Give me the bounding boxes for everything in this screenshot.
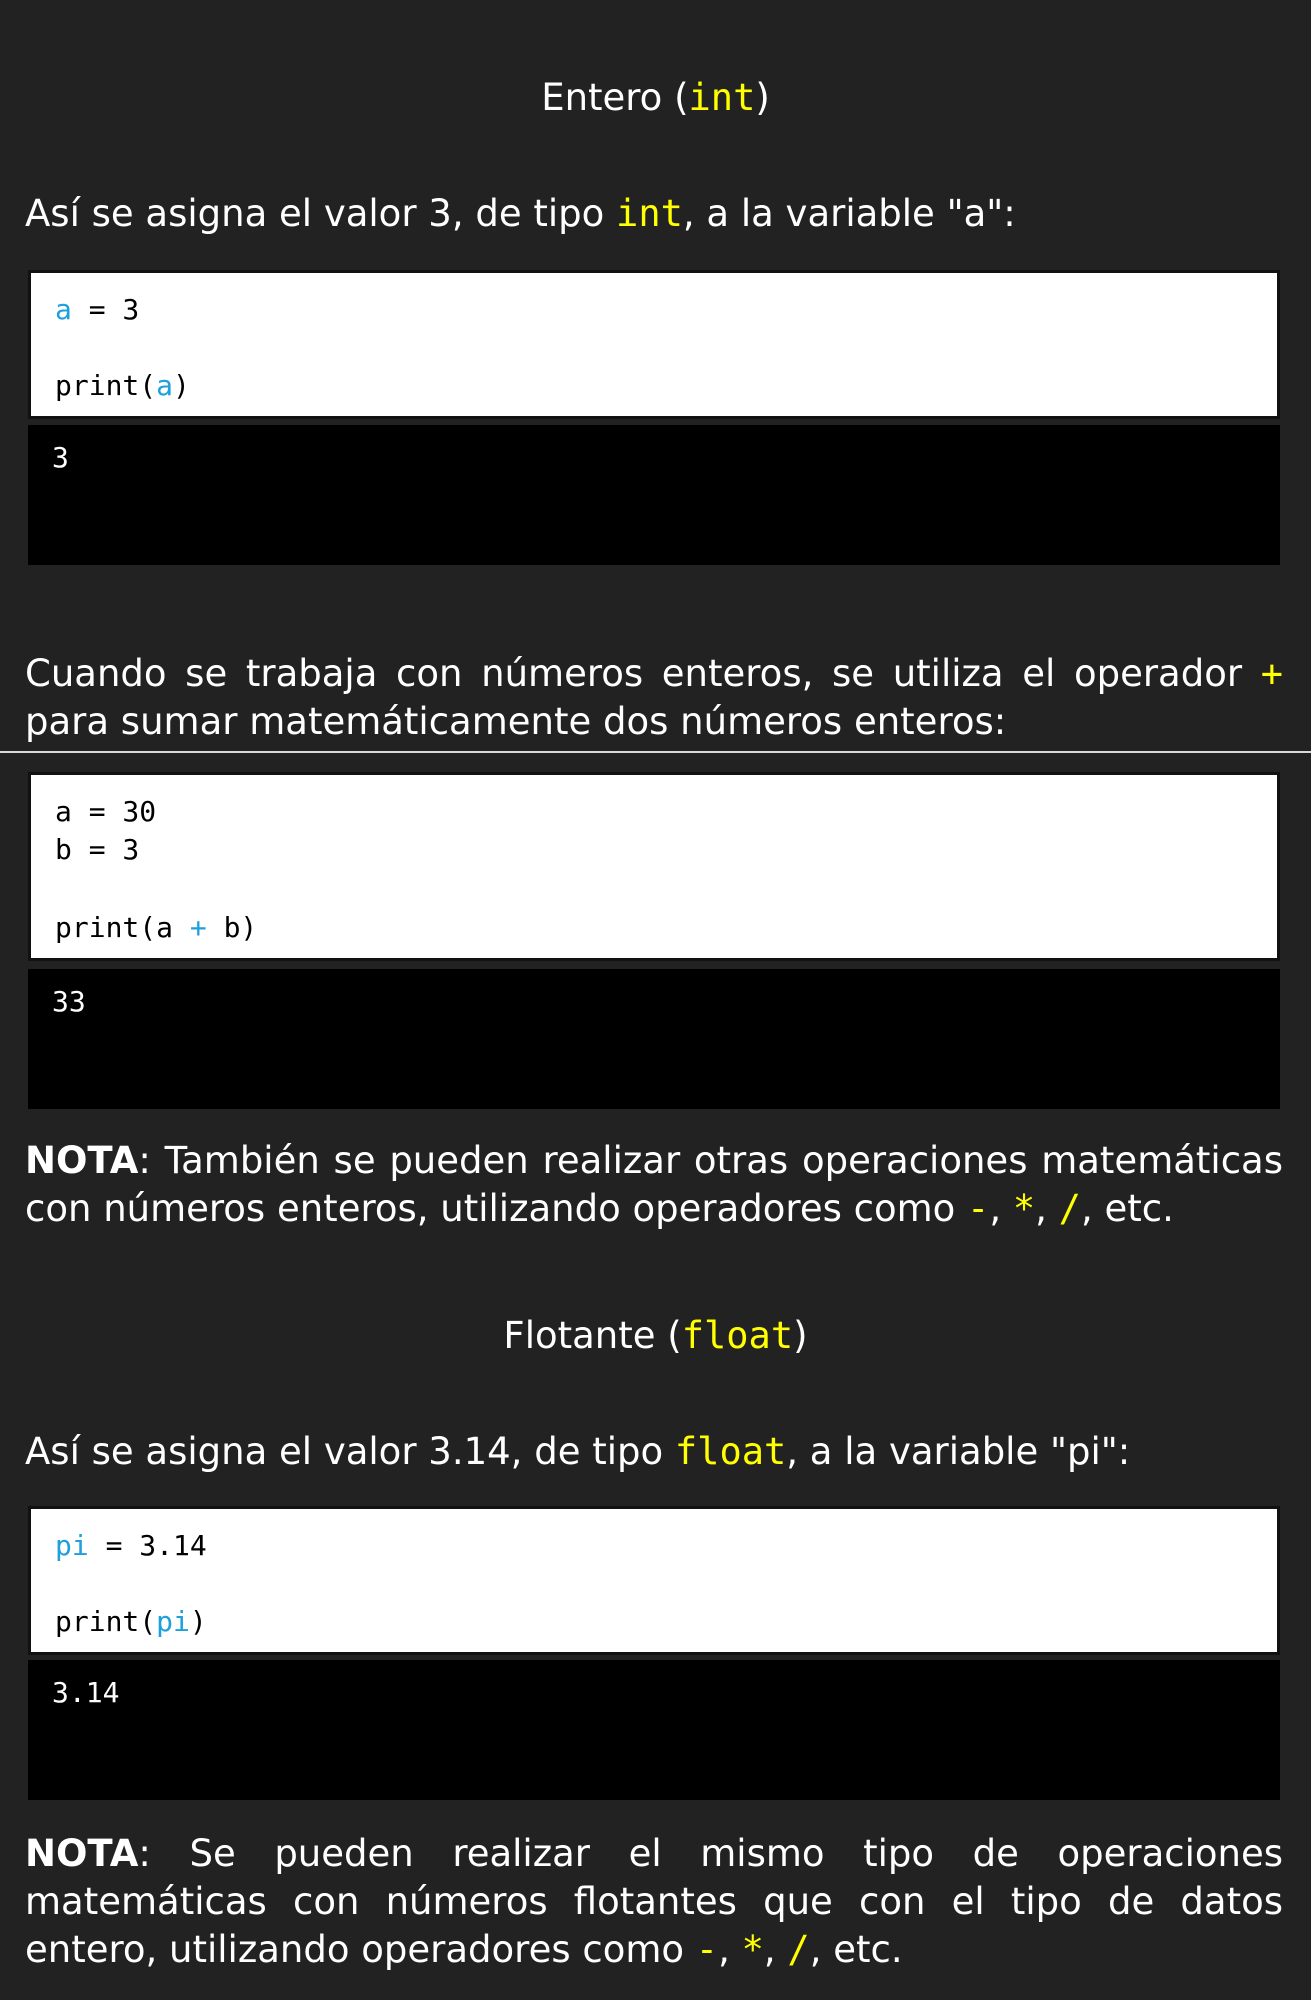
code-variable: a bbox=[156, 369, 174, 402]
code-line bbox=[55, 367, 190, 405]
float-heading bbox=[0, 1314, 1311, 1358]
note-label: NOTA bbox=[25, 1139, 139, 1182]
float-heading-text: Flotante ( bbox=[503, 1314, 682, 1357]
int-intro-text: Así se asigna el valor 3, de tipo bbox=[25, 192, 617, 235]
code-text: ) bbox=[189, 1605, 207, 1638]
int-sum-operator: + bbox=[1260, 652, 1283, 695]
code-line: a = 30 bbox=[55, 795, 157, 828]
note-text: : Se pueden realizar el mismo tipo de operaciones matemáticas con números flotantes que con el tipo de datos entero, utilizando operadores como bbox=[25, 1832, 1283, 1971]
note-sep: , bbox=[718, 1928, 742, 1971]
operator-multiply: * bbox=[741, 1928, 764, 1971]
code-variable: pi bbox=[156, 1605, 190, 1638]
output-text: 3.14 bbox=[52, 1676, 120, 1709]
float-intro-text: Así se asigna el valor 3.14, de tipo bbox=[25, 1430, 675, 1473]
int-heading-close: ) bbox=[755, 76, 770, 119]
int-heading bbox=[0, 76, 1311, 120]
int-heading-code: int bbox=[688, 76, 756, 119]
code-line bbox=[55, 1527, 207, 1565]
code-text: ) bbox=[173, 369, 190, 402]
int-sum-tail: para sumar matemáticamente dos números enteros: bbox=[25, 700, 1007, 743]
int-note bbox=[25, 1137, 1283, 1233]
operator-divide: / bbox=[787, 1928, 810, 1971]
code-text: = 3.14 bbox=[88, 1529, 207, 1562]
float-intro-tail: , a la variable "pi": bbox=[786, 1430, 1131, 1473]
code-text: b) bbox=[206, 911, 258, 944]
note-sep: , bbox=[1035, 1187, 1059, 1230]
code-line bbox=[55, 1603, 207, 1641]
output-text: 3 bbox=[52, 441, 69, 474]
int-sum-text: Cuando se trabaja con números enteros, se utiliza el operador bbox=[25, 652, 1261, 695]
operator-minus: - bbox=[967, 1187, 990, 1230]
operator-multiply: * bbox=[1012, 1187, 1036, 1230]
note-text: : También se pueden realizar otras operaciones matemáticas con números enteros, utilizando operadores como bbox=[25, 1139, 1283, 1230]
code-text: print( bbox=[55, 1605, 157, 1638]
float-heading-code: float bbox=[681, 1314, 794, 1357]
note-sep: , bbox=[763, 1928, 788, 1971]
code-line bbox=[55, 909, 257, 947]
output-text: 33 bbox=[52, 985, 86, 1018]
code-block-int-sum bbox=[28, 772, 1280, 961]
note-end: , etc. bbox=[809, 1928, 903, 1971]
note-sep: , bbox=[989, 1187, 1013, 1230]
code-line bbox=[55, 291, 139, 329]
float-intro-code: float bbox=[674, 1430, 787, 1473]
code-operator: + bbox=[189, 911, 207, 944]
code-block-float-assign bbox=[28, 1506, 1280, 1655]
note-end: , etc. bbox=[1080, 1187, 1174, 1230]
note-label: NOTA bbox=[25, 1832, 139, 1875]
operator-divide: / bbox=[1058, 1187, 1081, 1230]
code-variable: a bbox=[55, 293, 72, 326]
output-block-int-assign bbox=[28, 425, 1280, 565]
float-intro bbox=[25, 1428, 1283, 1476]
int-sum-paragraph bbox=[25, 650, 1283, 746]
int-intro-tail: , a la variable "a": bbox=[682, 192, 1016, 235]
code-text: = 3 bbox=[71, 293, 140, 326]
float-note bbox=[25, 1830, 1283, 1974]
int-intro bbox=[25, 190, 1283, 238]
code-block-int-assign bbox=[28, 270, 1280, 419]
int-heading-text: Entero ( bbox=[541, 76, 689, 119]
int-intro-code: int bbox=[616, 192, 683, 235]
code-text: print(a bbox=[55, 911, 190, 944]
output-block-int-sum bbox=[28, 969, 1280, 1109]
section-divider bbox=[0, 751, 1311, 753]
code-variable: pi bbox=[55, 1529, 89, 1562]
operator-minus: - bbox=[695, 1928, 719, 1971]
code-text: print( bbox=[55, 369, 157, 402]
output-block-float-assign bbox=[28, 1660, 1280, 1800]
float-heading-close: ) bbox=[793, 1314, 808, 1357]
code-line: b = 3 bbox=[55, 833, 140, 866]
